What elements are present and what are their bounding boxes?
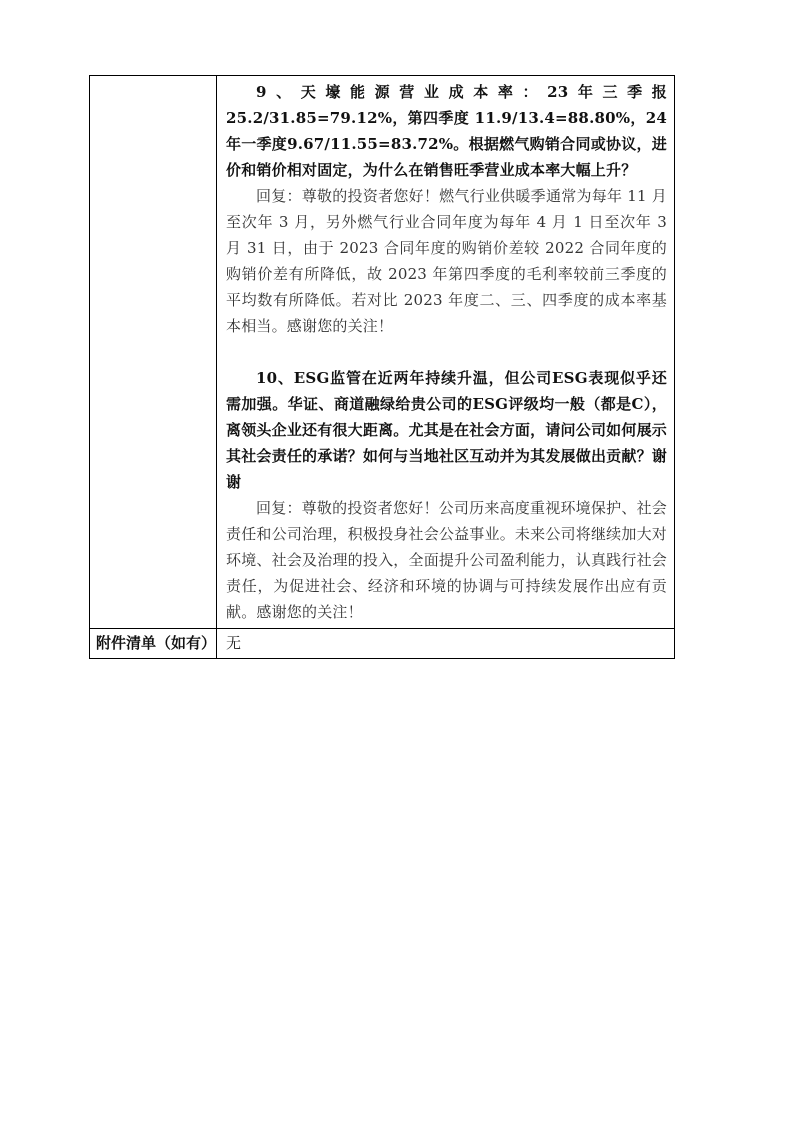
qa-record-table [89,75,675,659]
question-9: 9、天壕能源营业成本率：23年三季报25.2/31.85=79.12%，第四季度 11.9/13.4=88.80%，24年一季度9.67/11.55=83.72%。根据燃气购销合同或协议，进价和销价相对固定，为什么在销售旺季营业成本率大幅上升？ [226,83,667,179]
answer-9: 回复：尊敬的投资者您好！燃气行业供暖季通常为每年 11 月至次年 3 月，另外燃气行业合同年度为每年 4 月 1 日至次年 3 月 31 日，由于 2023 合同年度的购销价差较 2022 合同年度的购销价差有所降低，故 2023 年第四季度的毛利率较前三季度的平均数有所降低。若对比 2023 年度二、三、四季度的成本率基本相当。感谢您的关注！ [226,187,667,335]
attachments-label: 附件清单（如有） [90,629,217,659]
question-10: 10、ESG监管在近两年持续升温，但公司ESG表现似乎还需加强。华证、商道融绿给贵公司的ESG评级均一般（都是C），离领头企业还有很大距离。尤其是在社会方面，请问公司如何展示其社会责任的承诺？如何与当地社区互动并为其发展做出贡献？谢谢 [226,369,667,491]
qa-content-cell [217,76,675,629]
answer-10: 回复：尊敬的投资者您好！公司历来高度重视环境保护、社会责任和公司治理，积极投身社会公益事业。未来公司将继续加大对环境、社会及治理的投入，全面提升公司盈利能力，认真践行社会责任，为促进社会、经济和环境的协调与可持续发展作出应有贡献。感谢您的关注！ [226,499,667,621]
attachments-row [90,629,675,659]
empty-label-cell [90,76,217,629]
qa-content-row [90,76,675,629]
paragraph-spacer [226,339,667,365]
attachments-value: 无 [217,629,675,659]
